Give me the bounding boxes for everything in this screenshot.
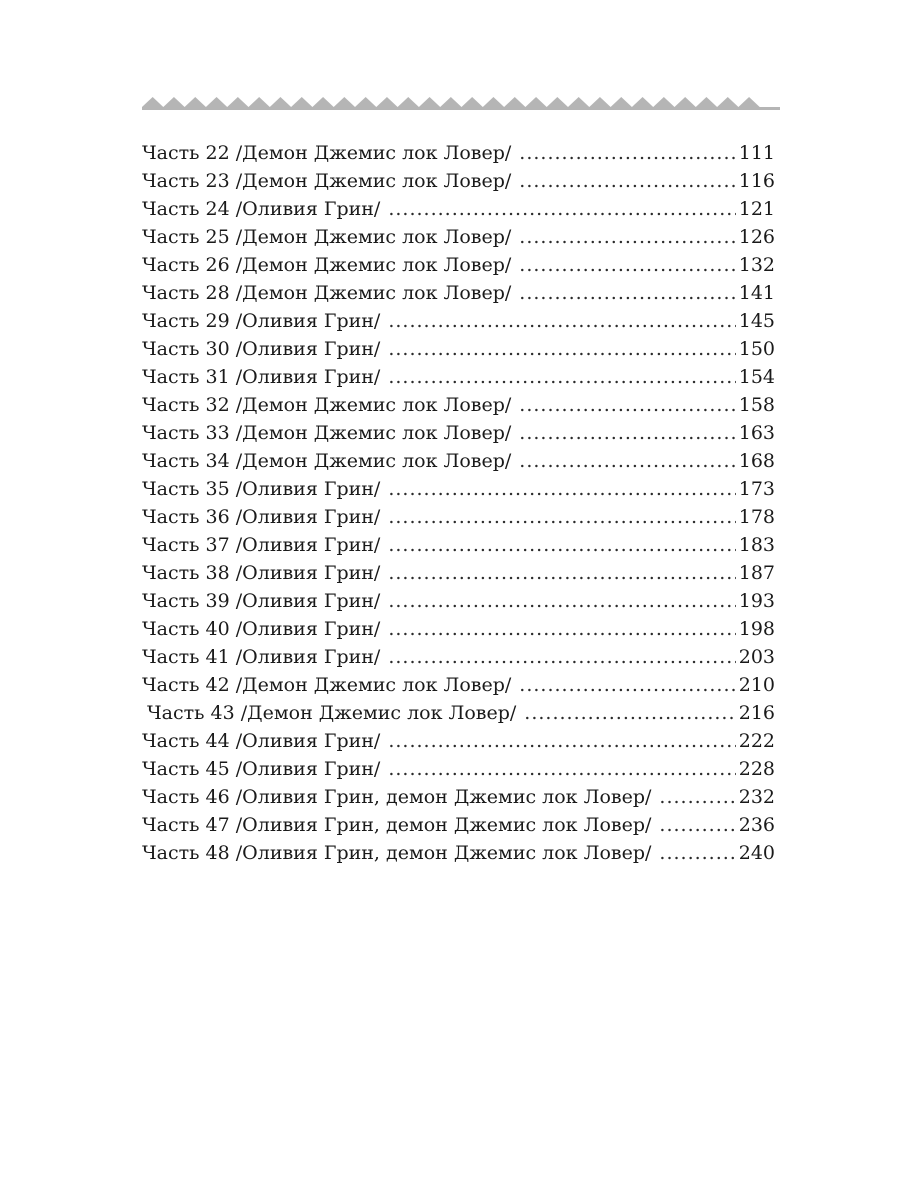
toc-entry[interactable] (142, 615, 775, 643)
toc-entry[interactable] (142, 167, 775, 195)
ornament-triangle (483, 97, 504, 107)
toc-entry[interactable] (142, 503, 775, 531)
toc-entry[interactable] (142, 363, 775, 391)
toc-page-number: 198 (738, 618, 775, 640)
toc-page-number: 187 (738, 562, 775, 584)
toc-page-number: 232 (738, 786, 775, 808)
toc-entry-label: Часть 28 /Демон Джемис лок Ловер/ (142, 282, 512, 304)
ornament-triangle (738, 97, 759, 107)
dot-leader (659, 811, 735, 839)
ornament-triangle (675, 97, 696, 107)
ornament-triangle (312, 97, 333, 107)
ornament-triangle (717, 97, 738, 107)
ornament-triangle (334, 97, 355, 107)
ornament-triangle (547, 97, 568, 107)
toc-page-number: 141 (738, 282, 775, 304)
dot-leader (519, 391, 735, 419)
toc-entry-label: Часть 30 /Оливия Грин/ (142, 338, 381, 360)
toc-page-number: 240 (738, 842, 775, 864)
ornament-triangle (525, 97, 546, 107)
toc-entry-label: Часть 48 /Оливия Грин, демон Джемис лок Ловер/ (142, 842, 652, 864)
toc-page-number: 173 (738, 478, 775, 500)
toc-page-number: 210 (738, 674, 775, 696)
toc-entry-label: Часть 42 /Демон Джемис лок Ловер/ (142, 674, 512, 696)
ornament-triangle (291, 97, 312, 107)
ornament-triangle (355, 97, 376, 107)
toc-entry[interactable] (142, 419, 775, 447)
toc-entry-label: Часть 23 /Демон Джемис лок Ловер/ (142, 170, 512, 192)
table-of-contents (142, 139, 775, 867)
toc-page-number: 178 (738, 506, 775, 528)
toc-entry-label: Часть 41 /Оливия Грин/ (142, 646, 381, 668)
toc-entry-label: Часть 38 /Оливия Грин/ (142, 562, 381, 584)
dot-leader (388, 727, 735, 755)
ornament-triangle (440, 97, 461, 107)
toc-entry[interactable] (142, 447, 775, 475)
toc-entry[interactable] (142, 839, 775, 867)
dot-leader (388, 643, 735, 671)
dot-leader (519, 167, 735, 195)
toc-entry[interactable] (142, 559, 775, 587)
toc-page-number: 145 (738, 310, 775, 332)
toc-page-number: 132 (738, 254, 775, 276)
ornament-triangle (568, 97, 589, 107)
toc-entry-label: Часть 47 /Оливия Грин, демон Джемис лок Ловер/ (142, 814, 652, 836)
ornament-triangle (504, 97, 525, 107)
ornament-triangle (398, 97, 419, 107)
ornament-triangle (249, 97, 270, 107)
toc-entry-label: Часть 37 /Оливия Грин/ (142, 534, 381, 556)
ornament-triangle (206, 97, 227, 107)
ornament-triangle (653, 97, 674, 107)
toc-page-number: 121 (738, 198, 775, 220)
dot-leader (659, 839, 735, 867)
toc-entry[interactable] (142, 195, 775, 223)
header-ornament (142, 94, 780, 116)
toc-page-number: 116 (738, 170, 775, 192)
ornament-triangle (163, 97, 184, 107)
toc-page-number: 236 (738, 814, 775, 836)
toc-page-number: 193 (738, 590, 775, 612)
ornament-triangle (419, 97, 440, 107)
toc-entry[interactable] (142, 475, 775, 503)
toc-entry[interactable] (142, 531, 775, 559)
toc-entry-label: Часть 25 /Демон Джемис лок Ловер/ (142, 226, 512, 248)
dot-leader (388, 307, 735, 335)
toc-entry[interactable] (142, 671, 775, 699)
dot-leader (519, 251, 735, 279)
toc-page-number: 183 (738, 534, 775, 556)
toc-entry-label: Часть 46 /Оливия Грин, демон Джемис лок Ловер/ (142, 786, 652, 808)
dot-leader (388, 195, 735, 223)
ornament-triangle (696, 97, 717, 107)
dot-leader (519, 223, 735, 251)
toc-entry-label: Часть 31 /Оливия Грин/ (142, 366, 381, 388)
ornament-triangle (185, 97, 206, 107)
toc-entry-label: Часть 43 /Демон Джемис лок Ловер/ (147, 702, 517, 724)
toc-page-number: 150 (738, 338, 775, 360)
toc-page-number: 163 (738, 422, 775, 444)
toc-page-number: 154 (738, 366, 775, 388)
toc-entry[interactable] (142, 335, 775, 363)
ornament-triangle (376, 97, 397, 107)
ornament-triangle (142, 97, 163, 107)
toc-entry[interactable] (142, 699, 775, 727)
dot-leader (388, 615, 735, 643)
toc-page-number: 216 (738, 702, 775, 724)
toc-entry[interactable] (142, 307, 775, 335)
toc-entry[interactable] (142, 643, 775, 671)
toc-page-number: 228 (738, 758, 775, 780)
dot-leader (388, 755, 735, 783)
dot-leader (388, 475, 735, 503)
dot-leader (519, 279, 735, 307)
toc-entry[interactable] (142, 811, 775, 839)
dot-leader (388, 335, 735, 363)
dot-leader (388, 503, 735, 531)
dot-leader (388, 587, 735, 615)
toc-entry[interactable] (142, 755, 775, 783)
toc-entry[interactable] (142, 391, 775, 419)
ornament-triangle (462, 97, 483, 107)
toc-entry-label: Часть 24 /Оливия Грин/ (142, 198, 381, 220)
toc-entry-label: Часть 34 /Демон Джемис лок Ловер/ (142, 450, 512, 472)
dot-leader (524, 699, 735, 727)
dot-leader (519, 671, 735, 699)
dot-leader (388, 559, 735, 587)
toc-entry[interactable] (142, 727, 775, 755)
toc-entry-label: Часть 33 /Демон Джемис лок Ловер/ (142, 422, 512, 444)
toc-entry-label: Часть 40 /Оливия Грин/ (142, 618, 381, 640)
toc-page-number: 126 (738, 226, 775, 248)
ornament-triangle (270, 97, 291, 107)
toc-entry[interactable] (142, 783, 775, 811)
toc-entry[interactable] (142, 223, 775, 251)
dot-leader (388, 531, 735, 559)
toc-entry-label: Часть 35 /Оливия Грин/ (142, 478, 381, 500)
toc-entry-label: Часть 32 /Демон Джемис лок Ловер/ (142, 394, 512, 416)
toc-entry-label: Часть 44 /Оливия Грин/ (142, 730, 381, 752)
ornament-triangle (227, 97, 248, 107)
toc-page-number: 111 (738, 142, 775, 164)
ornament-triangle (611, 97, 632, 107)
ornament-triangle (632, 97, 653, 107)
toc-page-number: 168 (738, 450, 775, 472)
dot-leader (388, 363, 735, 391)
dot-leader (519, 139, 735, 167)
dot-leader (519, 447, 735, 475)
toc-entry-label: Часть 45 /Оливия Грин/ (142, 758, 381, 780)
toc-entry-label: Часть 26 /Демон Джемис лок Ловер/ (142, 254, 512, 276)
toc-entry[interactable] (142, 139, 775, 167)
dot-leader (659, 783, 735, 811)
toc-page-number: 203 (738, 646, 775, 668)
toc-entry[interactable] (142, 587, 775, 615)
toc-entry-label: Часть 39 /Оливия Грин/ (142, 590, 381, 612)
toc-entry-label: Часть 29 /Оливия Грин/ (142, 310, 381, 332)
toc-page-number: 158 (738, 394, 775, 416)
toc-entry[interactable] (142, 279, 775, 307)
toc-entry-label: Часть 36 /Оливия Грин/ (142, 506, 381, 528)
toc-entry[interactable] (142, 251, 775, 279)
zigzag-border-icon (142, 94, 780, 116)
ornament-triangle (589, 97, 610, 107)
toc-page-number: 222 (738, 730, 775, 752)
dot-leader (519, 419, 735, 447)
toc-entry-label: Часть 22 /Демон Джемис лок Ловер/ (142, 142, 512, 164)
